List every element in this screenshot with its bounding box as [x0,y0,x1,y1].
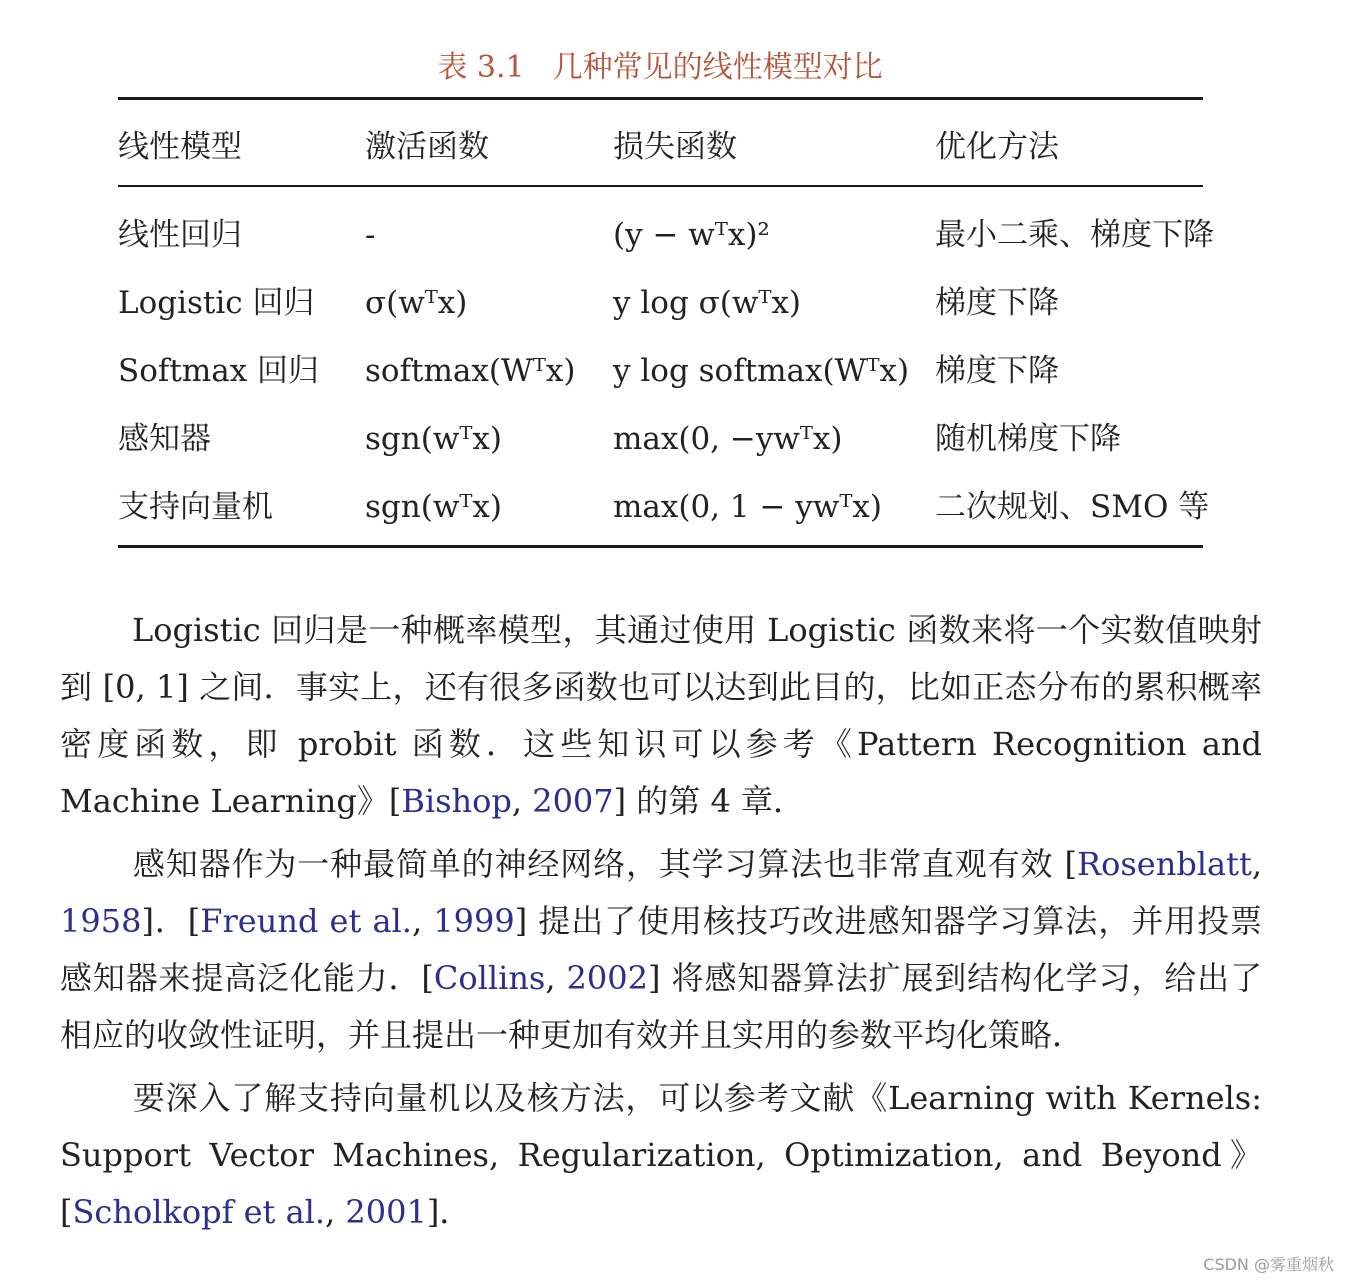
citation-rosenblatt-year[interactable]: 1958 [60,902,142,940]
citation-bishop[interactable]: Bishop [401,782,512,820]
citation-scholkopf[interactable]: Scholkopf et al. [72,1193,326,1231]
paragraph-text: 感知器作为一种最简单的神经网络，其学习算法也非常直观有效 [ [132,845,1077,883]
table-cell-optimizer: 最小二乘、梯度下降 [935,217,1214,253]
table-cell-activation: - [365,217,376,253]
table-cell-activation: sgn(wᵀx) [365,489,502,525]
citation-freund[interactable]: Freund et al. [200,902,412,940]
table-top-rule [118,97,1203,100]
citation-collins-year[interactable]: 2002 [566,959,648,997]
table-caption [0,42,1320,86]
table-cell-loss: y log softmax(Wᵀx) [613,353,910,389]
citation-separator: , [411,902,434,940]
paragraph-text: ] 将感知器算法扩展到结构化学习，给出了相应的收敛性证明，并且提出一种更加有效并且实用的参数平均化策略． [60,959,1262,1054]
citation-separator: , [325,1193,346,1231]
citation-freund-year[interactable]: 1999 [433,902,515,940]
table-cell-loss: (y − wᵀx)² [613,217,770,253]
citation-scholkopf-year[interactable]: 2001 [345,1193,427,1231]
paragraph-logistic [60,602,1262,830]
table-cell-loss: max(0, −ywᵀx) [613,421,843,457]
table-cell-optimizer: 梯度下降 [935,285,1059,321]
paragraph-perceptron [60,836,1262,1064]
table-cell-model: 感知器 [118,421,211,457]
table-header-rule [118,185,1203,187]
paragraph-svm [60,1070,1262,1241]
table-cell-model: 支持向量机 [118,489,273,525]
table-cell-optimizer: 随机梯度下降 [935,421,1121,457]
paragraph-text: ] 提出了使用核技巧改进感知器学习算法，并用投票感知器来提高泛化能力．[ [60,902,1263,997]
citation-bishop-year[interactable]: 2007 [532,782,614,820]
table-cell-activation: sgn(wᵀx) [365,421,502,457]
header-activation: 激活函数 [365,129,489,165]
table-cell-loss: max(0, 1 − ywᵀx) [613,489,882,525]
table-cell-model: Softmax 回归 [118,353,320,389]
watermark: CSDN @雾重烟秋 [1203,1255,1334,1274]
header-loss: 损失函数 [613,129,737,165]
table-bottom-rule [118,545,1203,548]
citation-separator: , [511,782,533,820]
table-cell-loss: y log σ(wᵀx) [613,285,802,321]
table-cell-optimizer: 梯度下降 [935,353,1059,389]
citation-separator: , [545,959,567,997]
table-number: 表 3.1 [437,50,525,85]
header-model: 线性模型 [118,129,242,165]
table-cell-activation: σ(wᵀx) [365,285,468,321]
citation-rosenblatt[interactable]: Rosenblatt [1076,845,1252,883]
paragraph-text: ]． [426,1193,472,1231]
table-cell-activation: softmax(Wᵀx) [365,353,576,389]
table-cell-model: Logistic 回归 [118,285,315,321]
paragraph-text: ] 的第 4 章． [613,782,806,820]
table-cell-model: 线性回归 [118,217,242,253]
table-cell-optimizer: 二次规划、SMO 等 [935,489,1210,525]
paragraph-text: Logistic 回归是一种概率模型，其通过使用 Logistic 函数来将一个实数值映射到 [0, 1] 之间．事实上，还有很多函数也可以达到此目的，比如正态分布的累积概率密度函数，即 probit 函数．这些知识可以参考《Pattern Recognition and Machine Learning》[ [60,611,1262,820]
citation-collins[interactable]: Collins [433,959,546,997]
paragraph-text: 要深入了解支持向量机以及核方法，可以参考文献《Learning with Kernels: Support Vector Machines, Regularization, Optimization, and Beyond》[ [60,1079,1262,1231]
citation-separator: , [1251,845,1262,883]
paragraph-text: ]．[ [141,902,201,940]
table-title: 几种常见的线性模型对比 [552,50,883,85]
header-optimizer: 优化方法 [935,129,1059,165]
